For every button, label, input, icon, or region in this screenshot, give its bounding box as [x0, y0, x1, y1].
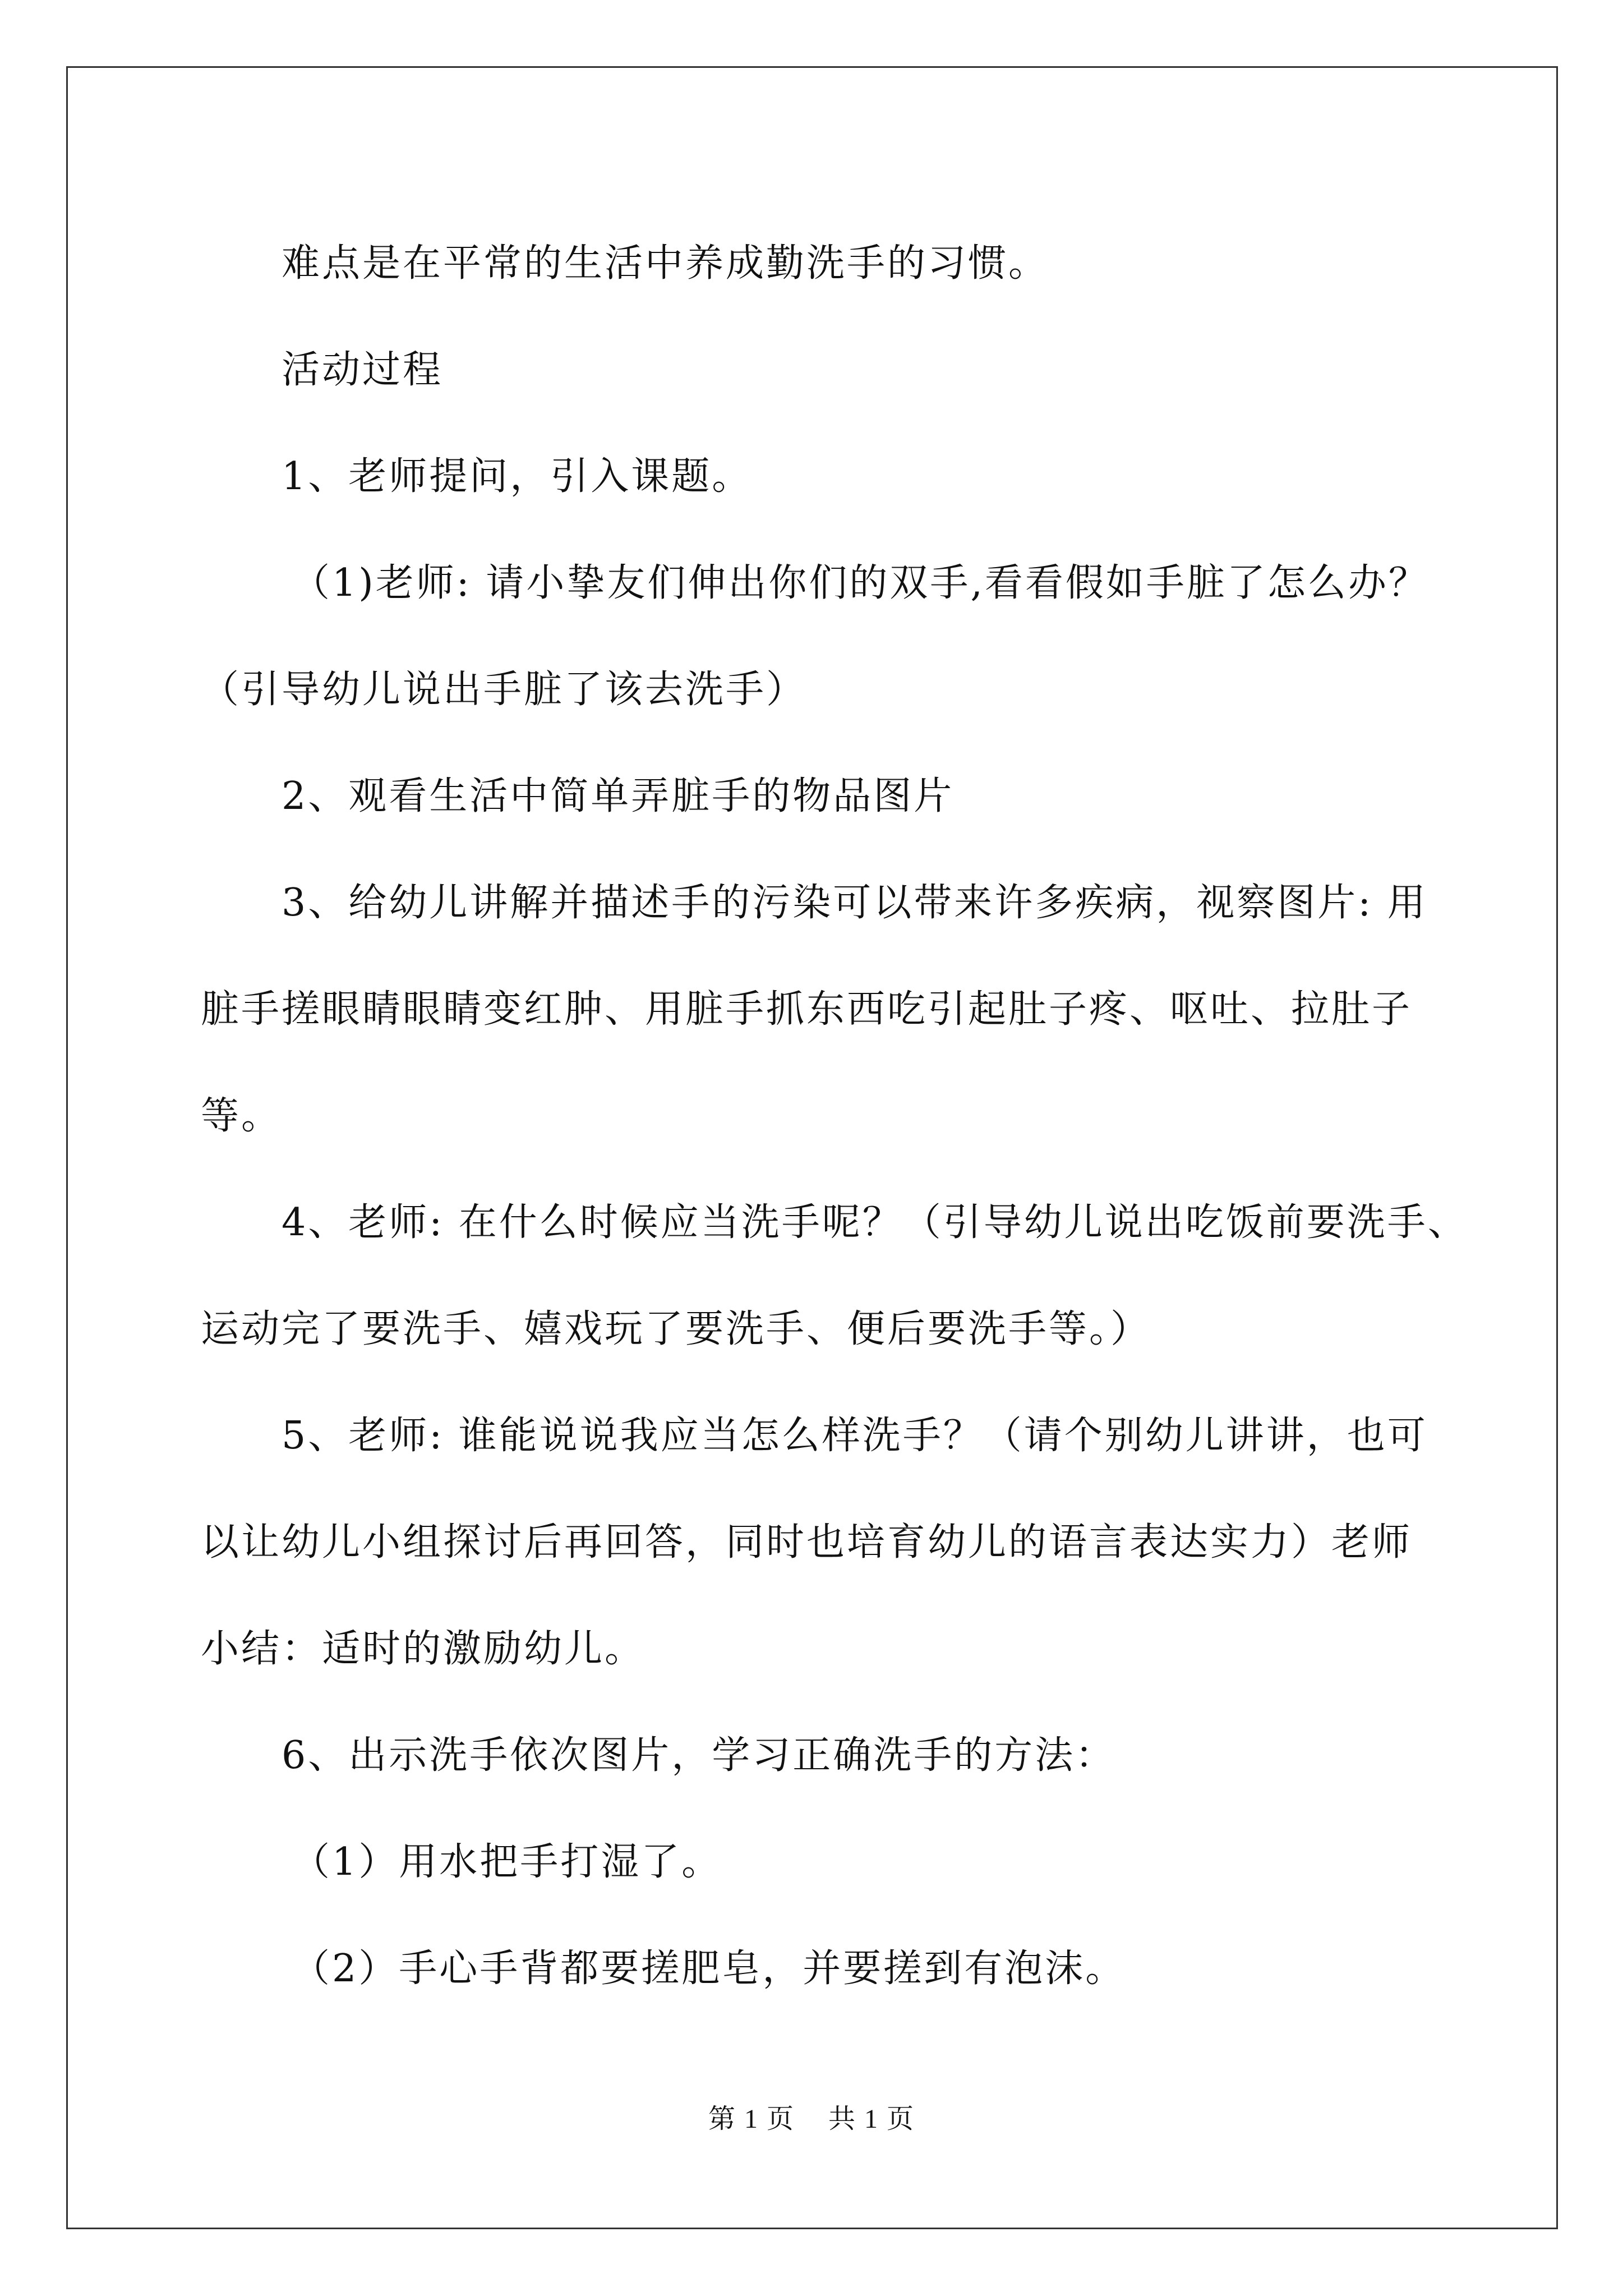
text-line: 等。	[201, 1094, 282, 1138]
paragraph-step-1	[201, 424, 1426, 530]
text-line: 脏手搓眼睛眼睛变红肿、用脏手抓东西吃引起肚子疼、呕吐、拉肚子	[201, 987, 1413, 1032]
page-number: 第 1 页	[708, 2104, 795, 2134]
paragraph-activity-process-heading	[201, 317, 1426, 424]
text-line: 小结：适时的激励幼儿。	[201, 1627, 645, 1671]
paragraph-step-1-sub-1	[201, 530, 1429, 743]
paragraph-difficulty	[201, 210, 1426, 317]
paragraph-step-3	[201, 850, 1426, 1170]
text-line: （引导幼儿说出手脏了该去洗手）	[201, 668, 807, 712]
paragraph-step-2	[201, 743, 1426, 850]
text-line: 6、出示洗手依次图片，学习正确洗手的方法：	[282, 1733, 1116, 1778]
text-line: 1、老师提问，引入课题。	[282, 454, 753, 499]
paragraph-step-6-sub-2	[201, 1916, 1426, 2022]
text-line: （1）用水把手打湿了。	[292, 1840, 722, 1884]
text-line: 以让幼儿小组探讨后再回答，同时也培育幼儿的语言表达实力）老师	[201, 1520, 1413, 1565]
text-line: （2）手心手背都要搓肥皂，并要搓到有泡沫。	[292, 1947, 1126, 1991]
text-line: （1)老师: 请小挚友们伸出你们的双手,看看假如手脏了怎么办？	[292, 561, 1429, 605]
page-footer	[0, 2097, 1623, 2136]
paragraph-step-5	[201, 1383, 1426, 1703]
text-line: 4、老师: 在什么时候应当洗手呢？（引导幼儿说出吃饭前要洗手、	[282, 1200, 1468, 1245]
text-line: 2、观看生活中简单弄脏手的物品图片	[282, 774, 955, 818]
page-total: 共 1 页	[828, 2104, 915, 2134]
text-line: 5、老师: 谁能说说我应当怎么样洗手？（请个别幼儿讲讲，也可	[282, 1414, 1428, 1458]
text-line: 难点是在平常的生活中养成勤洗手的习惯。	[282, 241, 1049, 286]
text-line: 3、给幼儿讲解并描述手的污染可以带来许多疾病，视察图片: 用	[282, 881, 1428, 925]
paragraph-step-4	[201, 1170, 1468, 1383]
paragraph-step-6	[201, 1703, 1426, 1809]
text-line: 运动完了要洗手、嬉戏玩了要洗手、便后要洗手等。）	[201, 1307, 1151, 1351]
document-body	[201, 210, 1468, 2022]
paragraph-step-6-sub-1	[201, 1809, 1426, 1916]
section-heading: 活动过程	[282, 348, 444, 392]
